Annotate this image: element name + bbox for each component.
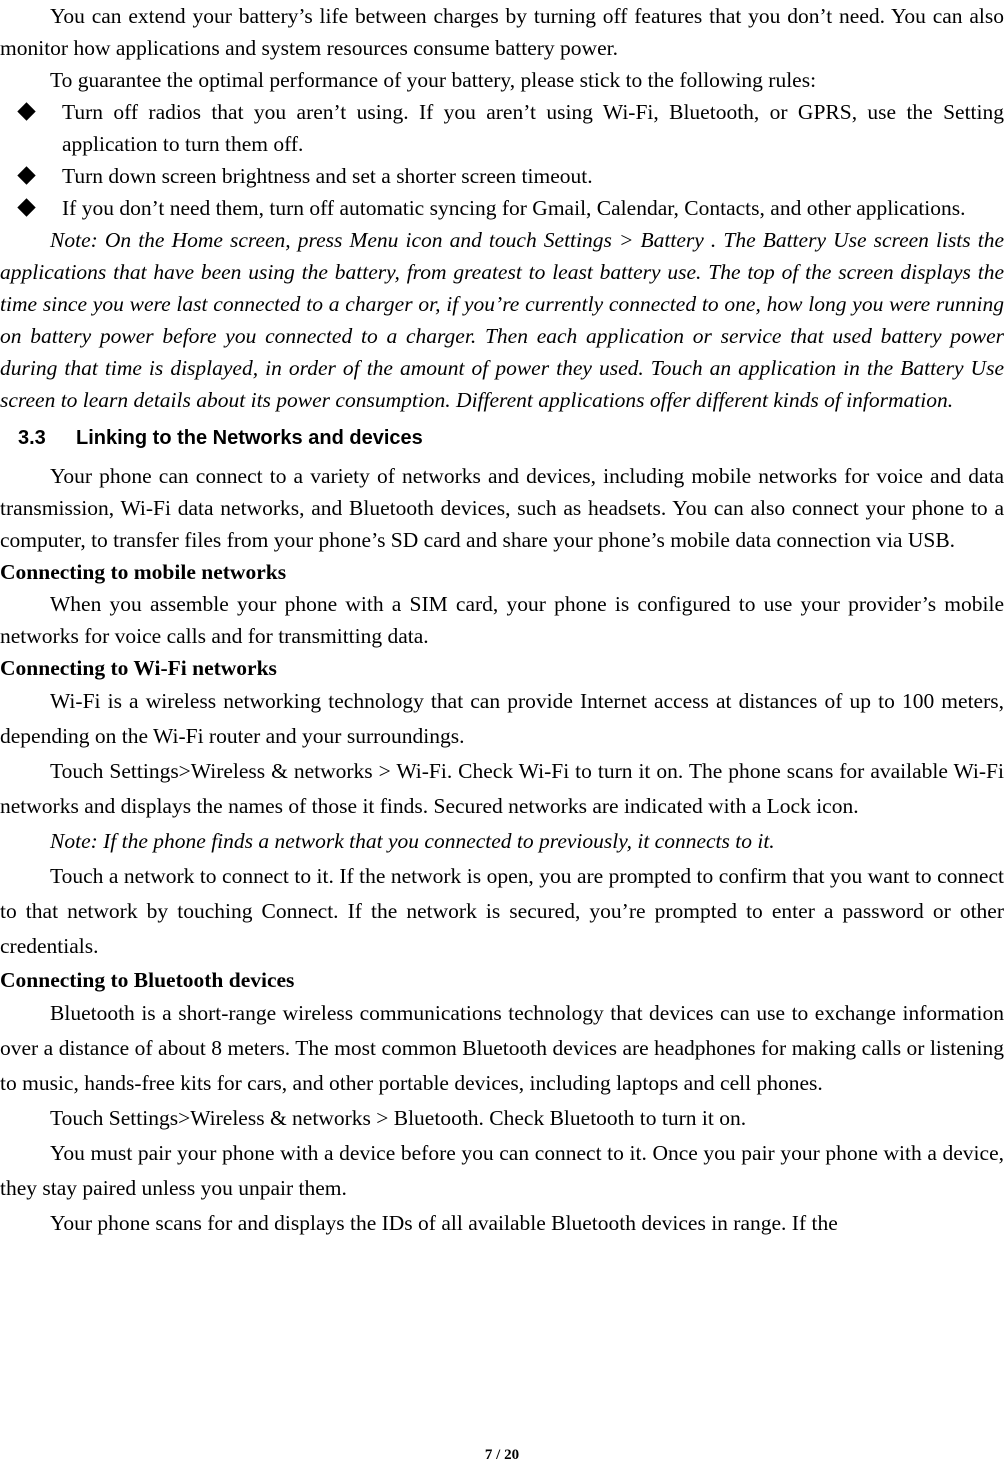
bluetooth-scan-paragraph: Your phone scans for and displays the IDs of all available Bluetooth devices in range. If the [50, 1211, 838, 1235]
section-number: 3.3 [18, 427, 46, 449]
page-number: 7 / 20 [484, 1447, 520, 1463]
list-item-text: Turn off radios that you aren’t using. If you aren’t using Wi-Fi, Bluetooth, or GPRS, use the Setting application to turn them off. [62, 100, 1004, 156]
mobile-networks-paragraph: When you assemble your phone with a SIM card, your phone is configured to use your provider’s mobile networks for voice calls and for transmitting data. [0, 592, 1004, 648]
list-item-text: If you don’t need them, turn off automatic syncing for Gmail, Calendar, Contacts, and other applications. [62, 196, 966, 220]
bluetooth-pairing-paragraph: You must pair your phone with a device before you can connect to it. Once you pair your phone with a device, they stay paired unless you unpair them. [0, 1141, 1004, 1200]
wifi-networks-heading: Connecting to Wi-Fi networks [0, 656, 277, 680]
wifi-note: Note: If the phone finds a network that you connected to previously, it connects to it. [50, 829, 775, 853]
battery-rules-paragraph: To guarantee the optimal performance of your battery, please stick to the following rules: [50, 68, 817, 92]
list-item [0, 96, 1004, 160]
diamond-bullet-icon [17, 198, 35, 216]
diamond-bullet-icon [17, 166, 35, 184]
wifi-connect-paragraph: Touch a network to connect to it. If the network is open, you are prompted to confirm that you want to connect to that network by touching Connect. If the network is secured, you’re prompted to enter a password or other credentials. [0, 864, 1004, 958]
battery-intro-paragraph: You can extend your battery’s life between charges by turning off features that you don’t need. You can also monitor how applications and system resources consume battery power. [0, 4, 1004, 60]
mobile-networks-heading: Connecting to mobile networks [0, 560, 287, 584]
networks-intro-paragraph: Your phone can connect to a variety of networks and devices, including mobile networks for voice and data transmission, Wi-Fi data networks, and Bluetooth devices, such as headsets. You can also connect your phone to a computer, to transfer files from your phone’s SD card and share your phone’s mobile data connection via USB. [0, 464, 1004, 552]
bluetooth-devices-heading: Connecting to Bluetooth devices [0, 968, 295, 992]
bluetooth-description-paragraph: Bluetooth is a short-range wireless communications technology that devices can use to exchange information over a distance of about 8 meters. The most common Bluetooth devices are headphones for making calls or listening to music, hands-free kits for cars, and other portable devices, including laptops and cell phones. [0, 1001, 1004, 1095]
bluetooth-settings-paragraph: Touch Settings>Wireless & networks > Bluetooth. Check Bluetooth to turn it on. [50, 1106, 747, 1130]
wifi-description-paragraph: Wi-Fi is a wireless networking technology that can provide Internet access at distances of up to 100 meters, depending on the Wi-Fi router and your surroundings. [0, 689, 1004, 748]
list-item-text: Turn down screen brightness and set a shorter screen timeout. [62, 164, 593, 188]
wifi-settings-paragraph: Touch Settings>Wireless & networks > Wi-Fi. Check Wi-Fi to turn it on. The phone scans for available Wi-Fi networks and displays the names of those it finds. Secured networks are indicated with a Lock icon. [0, 759, 1004, 818]
battery-note: Note: On the Home screen, press Menu icon and touch Settings > Battery . The Battery Use screen lists the applications that have been using the battery, from greatest to least battery use. The top of the screen displays the time since you were last connected to a charger or, if you’re currently connected to one, how long you were running on battery power before you connected to a charger. Then each application or service that used battery power during that time is displayed, in order of the amount of power they used. Touch an application in the Battery Use screen to learn details about its power consumption. Different applications offer different kinds of information. [0, 228, 1004, 412]
section-heading [0, 422, 1004, 454]
list-item [0, 192, 1004, 224]
list-item [0, 160, 1004, 192]
section-title: Linking to the Networks and devices [76, 427, 423, 449]
diamond-bullet-icon [17, 102, 35, 120]
battery-tips-list [0, 96, 1004, 224]
